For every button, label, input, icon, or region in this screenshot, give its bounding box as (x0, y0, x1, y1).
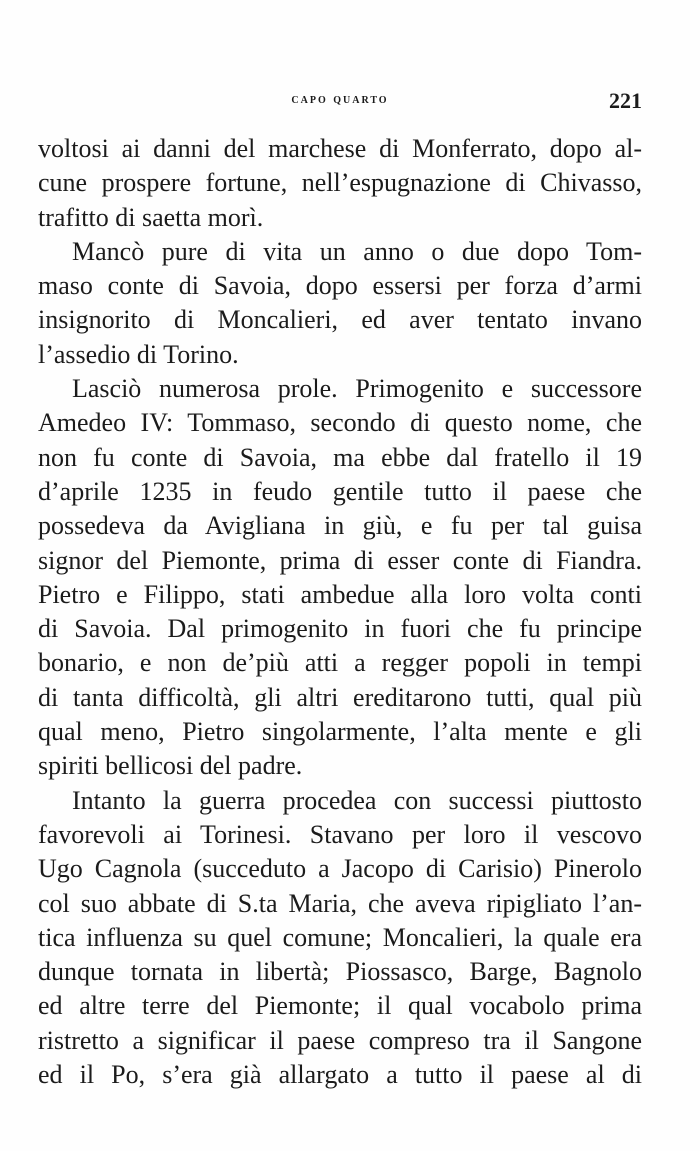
text-line: Mancò pure di vita un anno o due dopo Tom- (72, 236, 642, 266)
text-line: maso conte di Savoia, dopo essersi per forza d’armi (38, 271, 642, 301)
text-line: insignorito di Moncalieri, ed aver tentato invano (38, 305, 642, 335)
running-head (38, 88, 642, 120)
text-line: tica influenza su quel comune; Moncalieri, la quale era (38, 922, 642, 952)
text-line: dunque tornata in libertà; Piossasco, Barge, Bagnolo (38, 957, 642, 987)
text-line: di tanta difficoltà, gli altri ereditarono tutti, qual più (38, 682, 642, 712)
text-line: qual meno, Pietro singolarmente, l’alta mente e gli (38, 717, 642, 747)
body-text (38, 132, 642, 1092)
text-line: ed il Po, s’era già allargato a tutto il paese al di (38, 1060, 642, 1090)
text-line: Ugo Cagnola (succeduto a Jacopo di Carisio) Pinerolo (38, 854, 642, 884)
running-title: capo quarto (291, 92, 389, 107)
text-line: d’aprile 1235 in feudo gentile tutto il paese che (38, 476, 642, 506)
text-line: Pietro e Filippo, stati ambedue alla loro volta conti (38, 579, 642, 609)
text-line: col suo abbate di S.ta Maria, che aveva ripigliato l’an- (38, 888, 642, 918)
text-line: Intanto la guerra procedea con successi piuttosto (72, 785, 642, 815)
text-line: non fu conte di Savoia, ma ebbe dal fratello il 19 (38, 442, 642, 472)
text-line: spiriti bellicosi del padre. (38, 751, 303, 781)
text-line: l’assedio di Torino. (38, 339, 239, 369)
text-line: bonario, e non de’più atti a regger popoli in tempi (38, 648, 642, 678)
text-line: Amedeo IV: Tommaso, secondo di questo nome, che (38, 408, 642, 438)
text-line: cune prospere fortune, nell’espugnazione di Chivasso, (38, 168, 642, 198)
text-line: favorevoli ai Torinesi. Stavano per loro il vescovo (38, 819, 642, 849)
text-line: signor del Piemonte, prima di esser conte di Fiandra. (38, 545, 642, 575)
page-number: 221 (609, 88, 642, 113)
text-line: possedeva da Avigliana in giù, e fu per tal guisa (38, 511, 642, 541)
text-line: ed altre terre del Piemonte; il qual vocabolo prima (38, 991, 642, 1021)
text-line: voltosi ai danni del marchese di Monferrato, dopo al- (38, 134, 642, 163)
text-line: di Savoia. Dal primogenito in fuori che fu principe (38, 614, 642, 644)
text-line: ristretto a significar il paese compreso tra il Sangone (38, 1025, 642, 1055)
text-line: trafitto di saetta morì. (38, 202, 264, 232)
text-line: Lasciò numerosa prole. Primogenito e successore (72, 374, 642, 404)
